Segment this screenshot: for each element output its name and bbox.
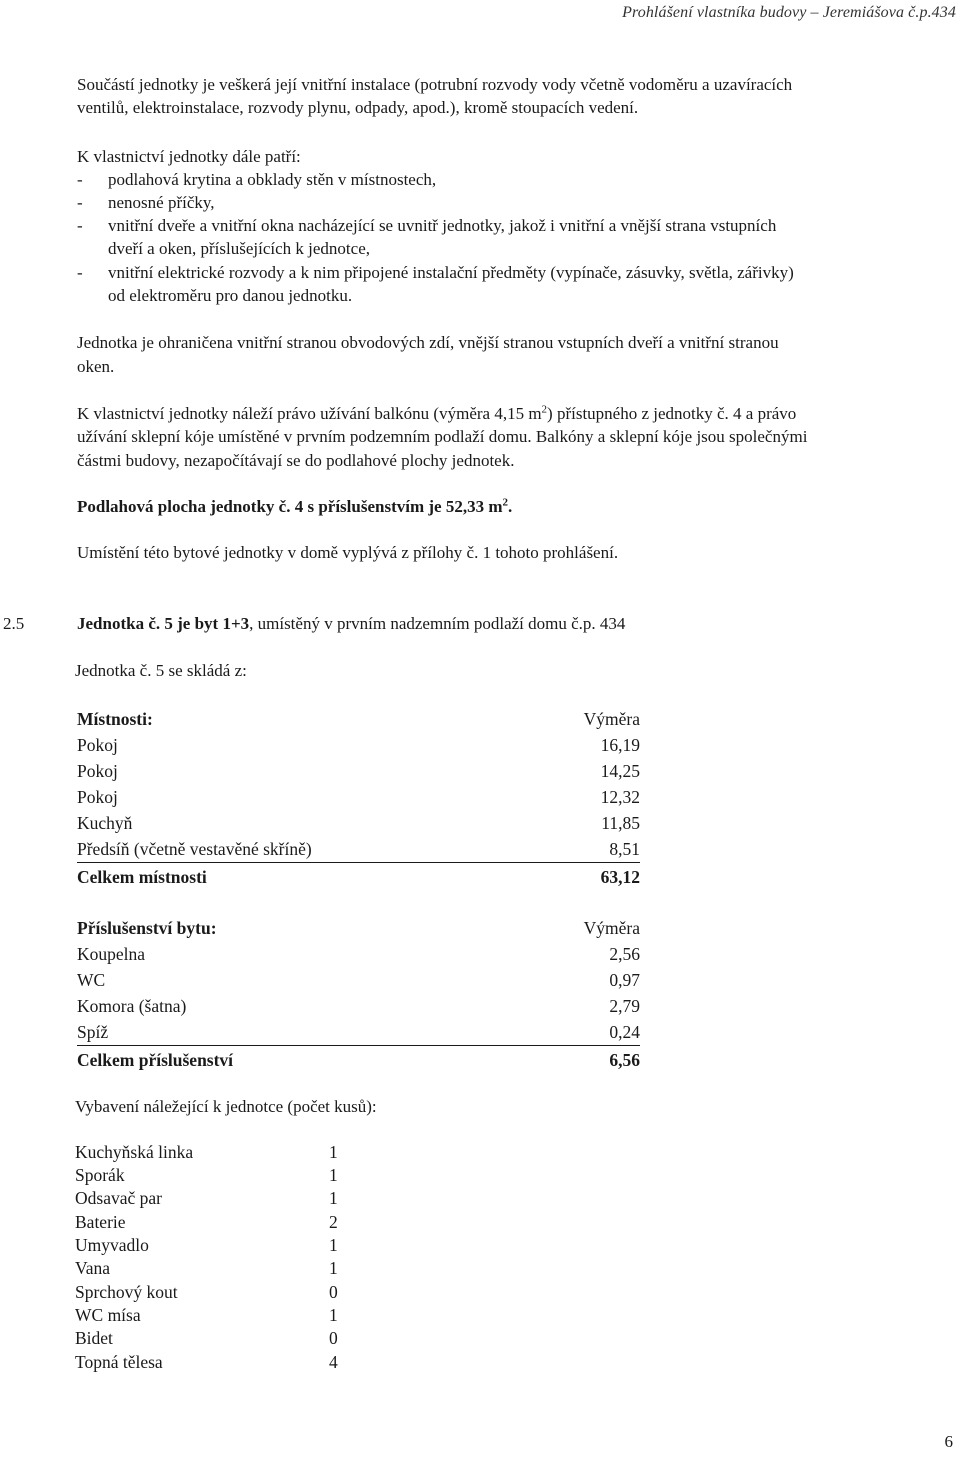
ownership-item-text: podlahová krytina a obklady stěn v místnostech, — [108, 170, 437, 189]
ownership-item-text: nenosné příčky, — [108, 193, 215, 212]
area-header-label: Výměra — [583, 709, 640, 729]
list-dash: - — [77, 170, 83, 189]
table-row — [77, 994, 640, 1019]
equipment-count: 1 — [329, 1142, 338, 1162]
rooms-total-value: 63,12 — [600, 867, 640, 887]
equipment-count: 0 — [329, 1328, 338, 1348]
rooms-header-row — [77, 707, 640, 732]
table-row — [77, 785, 640, 810]
equipment-name: Kuchyňská linka — [75, 1142, 194, 1162]
floor-area-statement — [77, 495, 512, 518]
accessory-name: Spíž — [77, 1022, 109, 1042]
list-dash: - — [77, 193, 83, 212]
table-row — [77, 1020, 640, 1046]
table-row — [77, 733, 640, 758]
equipment-name: Odsavač par — [75, 1188, 162, 1208]
equipment-count: 0 — [329, 1282, 338, 1302]
equipment-name: Baterie — [75, 1212, 126, 1232]
ownership-lead: K vlastnictví jednotky dále patří: — [77, 147, 301, 166]
equipment-count: 4 — [329, 1352, 338, 1372]
floor-area-end: . — [508, 497, 513, 516]
ownership-item-text: vnitřní elektrické rozvody a k nim připojené instalační předměty (vypínače, zásuvky, světla, zářivky) — [108, 263, 794, 282]
equipment-name: WC mísa — [75, 1305, 141, 1325]
room-area: 14,25 — [600, 761, 640, 781]
equipment-name: Sporák — [75, 1165, 125, 1185]
accessory-area: 2,56 — [609, 944, 640, 964]
equipment-name: Bidet — [75, 1328, 113, 1348]
accessories-total-value: 6,56 — [609, 1050, 640, 1070]
equipment-lead: Vybavení náležející k jednotce (počet kusů): — [75, 1097, 377, 1116]
balcony-text: K vlastnictví jednotky náleží právo užívání balkónu (výměra 4,15 m — [77, 404, 542, 423]
location-note: Umístění této bytové jednotky v domě vyplývá z přílohy č. 1 tohoto prohlášení. — [77, 543, 619, 562]
accessory-name: Komora (šatna) — [77, 996, 187, 1016]
ownership-item-text: od elektroměru pro danou jednotku. — [108, 286, 353, 305]
running-header: Prohlášení vlastníka budovy – Jeremiášova č.p.434 — [622, 4, 956, 21]
balcony-line-1 — [77, 402, 796, 425]
boundary-line-1: Jednotka je ohraničena vnitřní stranou obvodových zdí, vnější stranou vstupních dveří a vnitřní stranou — [77, 333, 779, 352]
page-number: 6 — [944, 1432, 953, 1451]
equipment-count: 1 — [329, 1235, 338, 1255]
ownership-item-text: vnitřní dveře a vnitřní okna nacházející se uvnitř jednotky, jakož i vnitřní a vnější strana vstupních — [108, 216, 777, 235]
room-name: Kuchyň — [77, 813, 133, 833]
section-number: 2.5 — [3, 614, 25, 633]
equipment-name: Vana — [75, 1258, 110, 1278]
table-row — [77, 968, 640, 993]
room-area: 12,32 — [600, 787, 640, 807]
superscript: 2 — [502, 496, 508, 509]
accessory-name: Koupelna — [77, 944, 146, 964]
room-area: 8,51 — [609, 839, 640, 859]
table-row — [77, 759, 640, 784]
room-name: Pokoj — [77, 761, 118, 781]
equipment-name: Topná tělesa — [75, 1352, 163, 1372]
area-header-label: Výměra — [583, 918, 640, 938]
section-title-rest: , umístěný v prvním nadzemním podlaží domu č.p. 434 — [249, 614, 626, 633]
table-row — [77, 837, 640, 863]
accessory-area: 0,24 — [609, 1022, 640, 1042]
equipment-count: 1 — [329, 1258, 338, 1278]
rooms-header-label: Místnosti: — [77, 709, 153, 729]
equipment-name: Umyvadlo — [75, 1235, 149, 1255]
balcony-line-3: částmi budovy, nezapočítávají se do podlahové plochy jednotek. — [77, 451, 515, 470]
equipment-count: 1 — [329, 1305, 338, 1325]
superscript: 2 — [541, 403, 548, 416]
equipment-count: 1 — [329, 1188, 338, 1208]
table-row — [77, 942, 640, 967]
accessories-total-label: Celkem příslušenství — [77, 1050, 234, 1070]
rooms-total-label: Celkem místnosti — [77, 867, 207, 887]
accessories-header-row — [77, 916, 640, 941]
balcony-text: ) přístupného z jednotky č. 4 a právo — [547, 404, 797, 423]
ownership-item-text: dveří a oken, příslušejících k jednotce, — [108, 239, 370, 258]
list-dash: - — [77, 216, 83, 235]
composition-lead: Jednotka č. 5 se skládá z: — [75, 661, 247, 680]
equipment-count: 2 — [329, 1212, 338, 1232]
section-title — [77, 612, 625, 635]
room-area: 11,85 — [601, 813, 640, 833]
equipment-count: 1 — [329, 1165, 338, 1185]
section-title-bold: Jednotka č. 5 je byt 1+3 — [77, 614, 250, 633]
accessories-total-row — [77, 1048, 640, 1073]
intro-line-1: Součástí jednotky je veškerá její vnitřní instalace (potrubní rozvody vody včetně vodoměru a uzavíracích — [77, 75, 793, 94]
rooms-total-row — [77, 865, 640, 890]
accessories-header-label: Příslušenství bytu: — [77, 918, 217, 938]
table-row — [77, 811, 640, 836]
accessory-area: 0,97 — [609, 970, 640, 990]
floor-area-text: Podlahová plocha jednotky č. 4 s příslušenstvím je 52,33 m — [77, 497, 503, 516]
equipment-name: Sprchový kout — [75, 1282, 178, 1302]
balcony-line-2: užívání sklepní kóje umístěné v prvním podzemním podlaží domu. Balkóny a sklepní kóje jsou společnými — [77, 427, 808, 446]
boundary-line-2: oken. — [77, 357, 115, 376]
room-name: Pokoj — [77, 787, 118, 807]
room-name: Předsíň (včetně vestavěné skříně) — [77, 839, 312, 859]
accessory-name: WC — [77, 970, 106, 990]
room-name: Pokoj — [77, 735, 118, 755]
list-dash: - — [77, 263, 83, 282]
room-area: 16,19 — [600, 735, 640, 755]
intro-line-2: ventilů, elektroinstalace, rozvody plynu, odpady, apod.), kromě stoupacích vedení. — [77, 98, 639, 117]
accessory-area: 2,79 — [609, 996, 640, 1016]
